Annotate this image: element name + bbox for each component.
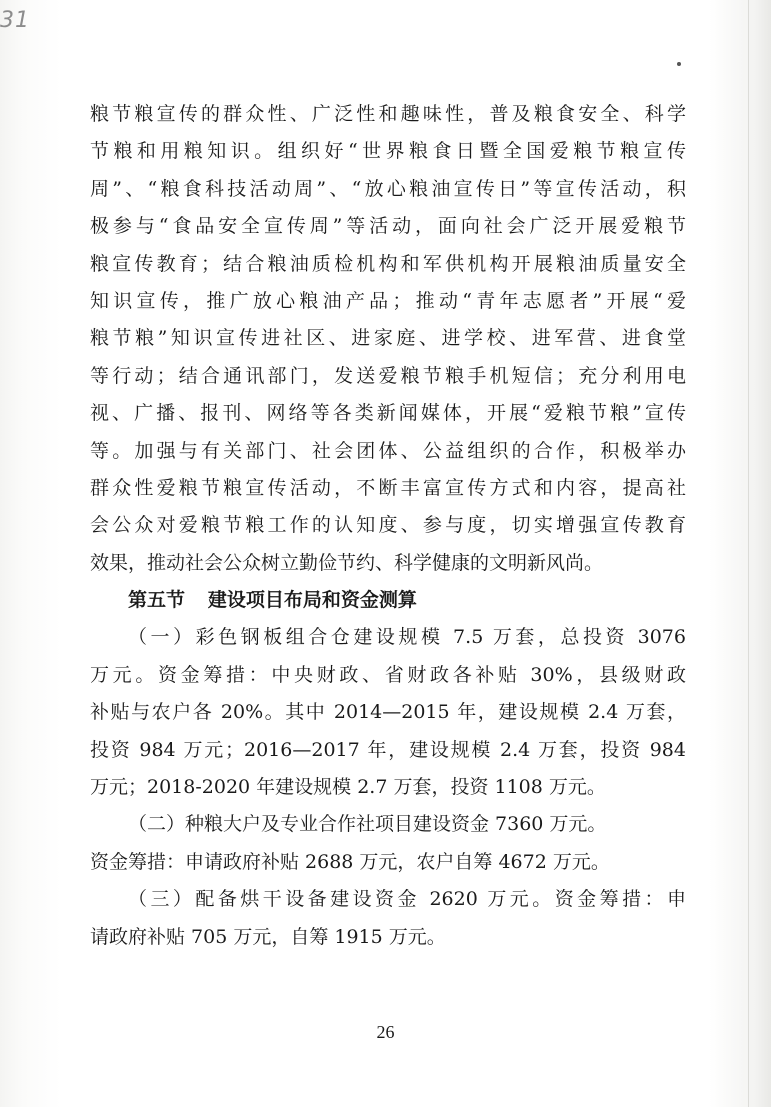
text-line: 粮节粮”知识宣传进社区、进家庭、进学校、进军营、进食堂 (90, 327, 686, 350)
text-line: 粮节粮宣传的群众性、广泛性和趣味性，普及粮食安全、科学 (90, 103, 686, 125)
text-line: 万元；2018-2020 年建设规模 2.7 万套，投资 1108 万元。 (90, 776, 606, 799)
section-number: 第五节 (128, 589, 186, 612)
section-title: 建设项目布局和资金测算 (207, 589, 417, 612)
text-line: 知识宣传，推广放心粮油产品；推动“青年志愿者”开展“爱 (90, 289, 686, 312)
text-line: 等。加强与有关部门、社会团体、公益组织的合作，积极举办 (90, 439, 686, 462)
item-steel-silo (90, 619, 686, 806)
page-number: 26 (376, 1022, 395, 1042)
text-line: 请政府补贴 705 万元，自筹 1915 万元。 (90, 925, 446, 948)
text-line: 群众性爱粮节粮宣传活动，不断丰富宣传方式和内容，提高社 (90, 476, 686, 499)
text-line: （一）彩色钢板组合仓建设规模 7.5 万套，总投资 3076 (128, 626, 686, 649)
text-line: 周”、“粮食科技活动周”、“放心粮油宣传日”等宣传活动，积 (90, 177, 686, 200)
ink-dot (677, 62, 681, 66)
text-line: 万元。资金筹措：中央财政、省财政各补贴 30%，县级财政 (90, 663, 686, 686)
item-large-grower (90, 806, 686, 881)
text-line: 粮宣传教育；结合粮油质检机构和军供机构开展粮油质量安全 (90, 252, 686, 275)
text-line: 效果，推动社会公众树立勤俭节约、科学健康的文明新风尚。 (90, 551, 604, 574)
text-line: 视、广播、报刊、网络等各类新闻媒体，开展“爱粮节粮”宣传 (90, 402, 686, 425)
text-line: （二）种粮大户及专业合作社项目建设资金 7360 万元。 (128, 813, 607, 836)
page-edge-shadow (748, 0, 749, 1107)
text-line: （三）配备烘干设备建设资金 2620 万元。资金筹措：申 (128, 888, 686, 911)
text-line: 投资 984 万元；2016—2017 年，建设规模 2.4 万套，投资 984 (90, 738, 686, 761)
text-line: 资金筹措：申请政府补贴 2688 万元，农户自筹 4672 万元。 (90, 850, 610, 873)
handwritten-corner-mark: 31 (0, 8, 30, 33)
section-heading (90, 582, 686, 619)
body-text (90, 96, 686, 956)
text-line: 极参与“食品安全宣传周”等活动，面向社会广泛开展爱粮节 (90, 215, 686, 238)
text-line: 节粮和用粮知识。组织好“世界粮食日暨全国爱粮节粮宣传 (90, 140, 686, 163)
text-line: 补贴与农户各 20%。其中 2014—2015 年，建设规模 2.4 万套， (90, 701, 686, 724)
paragraph-publicity (90, 96, 686, 582)
text-line: 会公众对爱粮节粮工作的认知度、参与度，切实增强宣传教育 (90, 514, 686, 537)
text-line: 等行动；结合通讯部门，发送爱粮节粮手机短信；充分利用电 (90, 364, 686, 387)
item-drying-equipment (90, 881, 686, 956)
